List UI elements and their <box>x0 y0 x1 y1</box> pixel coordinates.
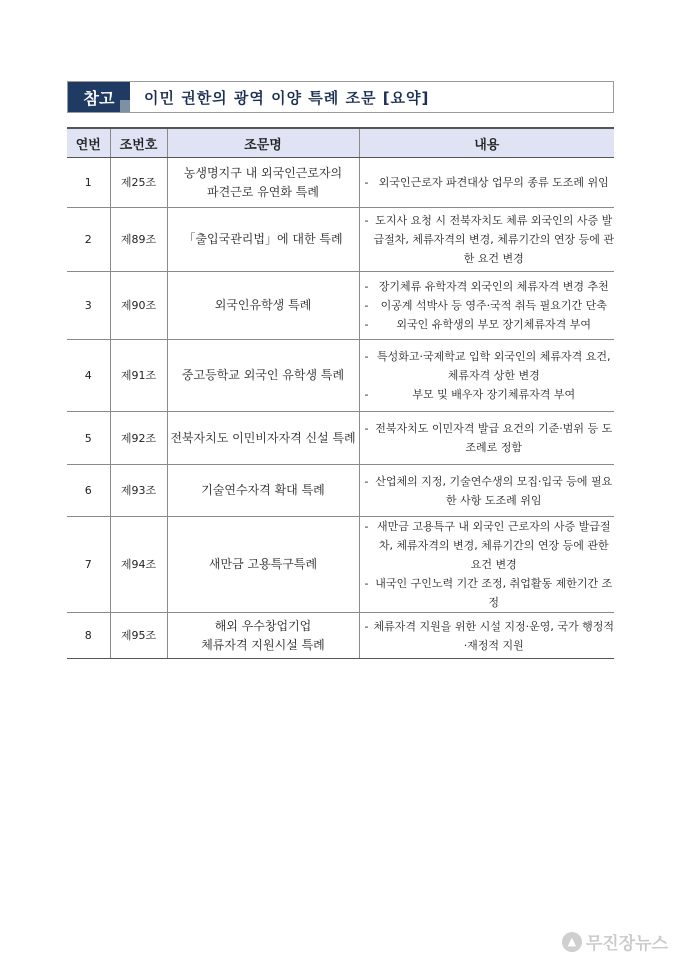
row-article: 제91조 <box>110 340 167 412</box>
row-article: 제92조 <box>110 412 167 465</box>
bullet-dash: - <box>364 214 369 227</box>
watermark <box>562 929 668 954</box>
bullet-dash: - <box>364 520 369 533</box>
table-row <box>67 412 614 465</box>
header-number: 연번 <box>67 128 110 158</box>
article-name-line: 농생명지구 내 외국인근로자의 <box>183 165 343 180</box>
content-bullet <box>360 211 615 268</box>
article-name-line: 「출입국관리법」에 대한 특례 <box>183 232 343 246</box>
row-article: 제89조 <box>110 208 167 272</box>
content-bullet <box>360 315 615 334</box>
bullet-text: 장기체류 유학자격 외국인의 체류자격 변경 추천 <box>378 280 609 293</box>
row-content <box>359 272 614 340</box>
mountain-logo-icon: ▲ <box>562 932 582 952</box>
bullet-text: 새만금 고용특구 내 외국인 근로자의 사증 발급절차, 체류자격의 변경, 체류기간의 연장 등에 관한 요건 변경 <box>377 520 611 571</box>
row-number: 7 <box>67 517 110 613</box>
table-row <box>67 208 614 272</box>
bullet-text: 부모 및 배우자 장기체류자격 부여 <box>412 388 576 401</box>
table-row <box>67 465 614 517</box>
article-name-line: 전북자치도 이민비자자격 신설 특례 <box>170 430 356 445</box>
row-article: 제25조 <box>110 158 167 208</box>
table-row <box>67 340 614 412</box>
row-number: 6 <box>67 465 110 517</box>
row-article-name <box>167 272 359 340</box>
bullet-text: 이공계 석박사 등 영주·국적 취득 필요기간 단축 <box>380 299 607 312</box>
article-name-line: 기술연수자격 확대 특례 <box>201 483 325 497</box>
row-number: 1 <box>67 158 110 208</box>
reference-tag <box>68 82 130 112</box>
content-bullet <box>360 574 615 612</box>
row-number: 5 <box>67 412 110 465</box>
bullet-dash: - <box>364 299 369 312</box>
watermark-text: 무진장뉴스 <box>585 934 668 954</box>
section-title: 이민 권한의 광역 이양 특례 조문 [요약] <box>144 88 430 107</box>
article-name-line: 외국인유학생 특례 <box>214 298 312 312</box>
row-article-name <box>167 465 359 517</box>
article-name-line: 파견근로 유연화 특례 <box>207 184 319 199</box>
bullet-dash: - <box>364 280 369 293</box>
row-article-name <box>167 517 359 613</box>
table-row <box>67 272 614 340</box>
bullet-text: 전북자치도 이민자격 발급 요건의 기준·범위 등 도조례로 정함 <box>375 422 613 454</box>
reference-tag-label: 참고 <box>83 88 115 108</box>
content-bullet <box>360 419 615 457</box>
row-content <box>359 613 614 659</box>
bullet-dash: - <box>364 318 369 331</box>
bullet-text: 체류자격 지원을 위한 시설 지정·운영, 국가 행정적·재정적 지원 <box>373 619 614 652</box>
bullet-dash: - <box>364 577 369 590</box>
row-article-name <box>167 158 359 208</box>
row-number: 8 <box>67 613 110 659</box>
row-article-name <box>167 208 359 272</box>
content-bullet <box>360 385 615 404</box>
table-row <box>67 613 614 659</box>
row-article: 제94조 <box>110 517 167 613</box>
bullet-dash: - <box>364 176 369 189</box>
row-article-name <box>167 412 359 465</box>
row-number: 2 <box>67 208 110 272</box>
bullet-text: 도지사 요청 시 전북자치도 체류 외국인의 사증 발급절차, 체류자격의 변경, 체류기간의 연장 등에 관한 요건 변경 <box>373 214 614 265</box>
article-name-line: 체류자격 지원시설 특례 <box>201 637 325 652</box>
bullet-text: 산업체의 지정, 기술연수생의 모집·입국 등에 필요한 사항 도조례 위임 <box>375 474 613 507</box>
article-name-line: 해외 우수창업기업 <box>214 618 312 633</box>
row-article: 제95조 <box>110 613 167 659</box>
bullet-dash: - <box>364 619 369 633</box>
row-content <box>359 208 614 272</box>
content-bullet <box>360 472 615 510</box>
row-content <box>359 465 614 517</box>
content-bullet <box>360 296 615 315</box>
special-provisions-table <box>67 127 614 659</box>
row-article-name <box>167 340 359 412</box>
content-bullet <box>360 347 615 385</box>
row-number: 3 <box>67 272 110 340</box>
bullet-text: 특성화고·국제학교 입학 외국인의 체류자격 요건, 체류자격 상한 변경 <box>377 350 611 382</box>
row-article: 제93조 <box>110 465 167 517</box>
table-header-row <box>67 128 614 158</box>
bullet-dash: - <box>364 474 369 488</box>
row-content <box>359 517 614 613</box>
bullet-text: 내국인 구인노력 기간 조정, 취업활동 제한기간 조정 <box>375 577 613 609</box>
article-name-line: 새만금 고용특구특례 <box>208 557 318 571</box>
row-article-name <box>167 613 359 659</box>
row-content <box>359 158 614 208</box>
table-row <box>67 158 614 208</box>
header-article: 조번호 <box>110 128 167 158</box>
bullet-dash: - <box>364 422 369 435</box>
table-row <box>67 517 614 613</box>
header-article-name: 조문명 <box>167 128 359 158</box>
row-number: 4 <box>67 340 110 412</box>
row-content <box>359 412 614 465</box>
content-bullet <box>360 617 615 655</box>
header-content: 내용 <box>359 128 614 158</box>
article-name-line: 중고등학교 외국인 유학생 특례 <box>181 368 345 382</box>
row-content <box>359 340 614 412</box>
bullet-text: 외국인근로자 파견대상 업무의 종류 도조례 위임 <box>378 176 609 189</box>
bullet-text: 외국인 유학생의 부모 장기체류자격 부여 <box>396 318 592 331</box>
row-article: 제90조 <box>110 272 167 340</box>
bullet-dash: - <box>364 350 369 363</box>
tag-corner-decoration <box>120 100 130 112</box>
bullet-dash: - <box>364 388 369 401</box>
content-bullet <box>360 277 615 296</box>
section-title-box <box>67 81 614 113</box>
content-bullet <box>360 517 615 574</box>
content-bullet <box>360 173 615 192</box>
